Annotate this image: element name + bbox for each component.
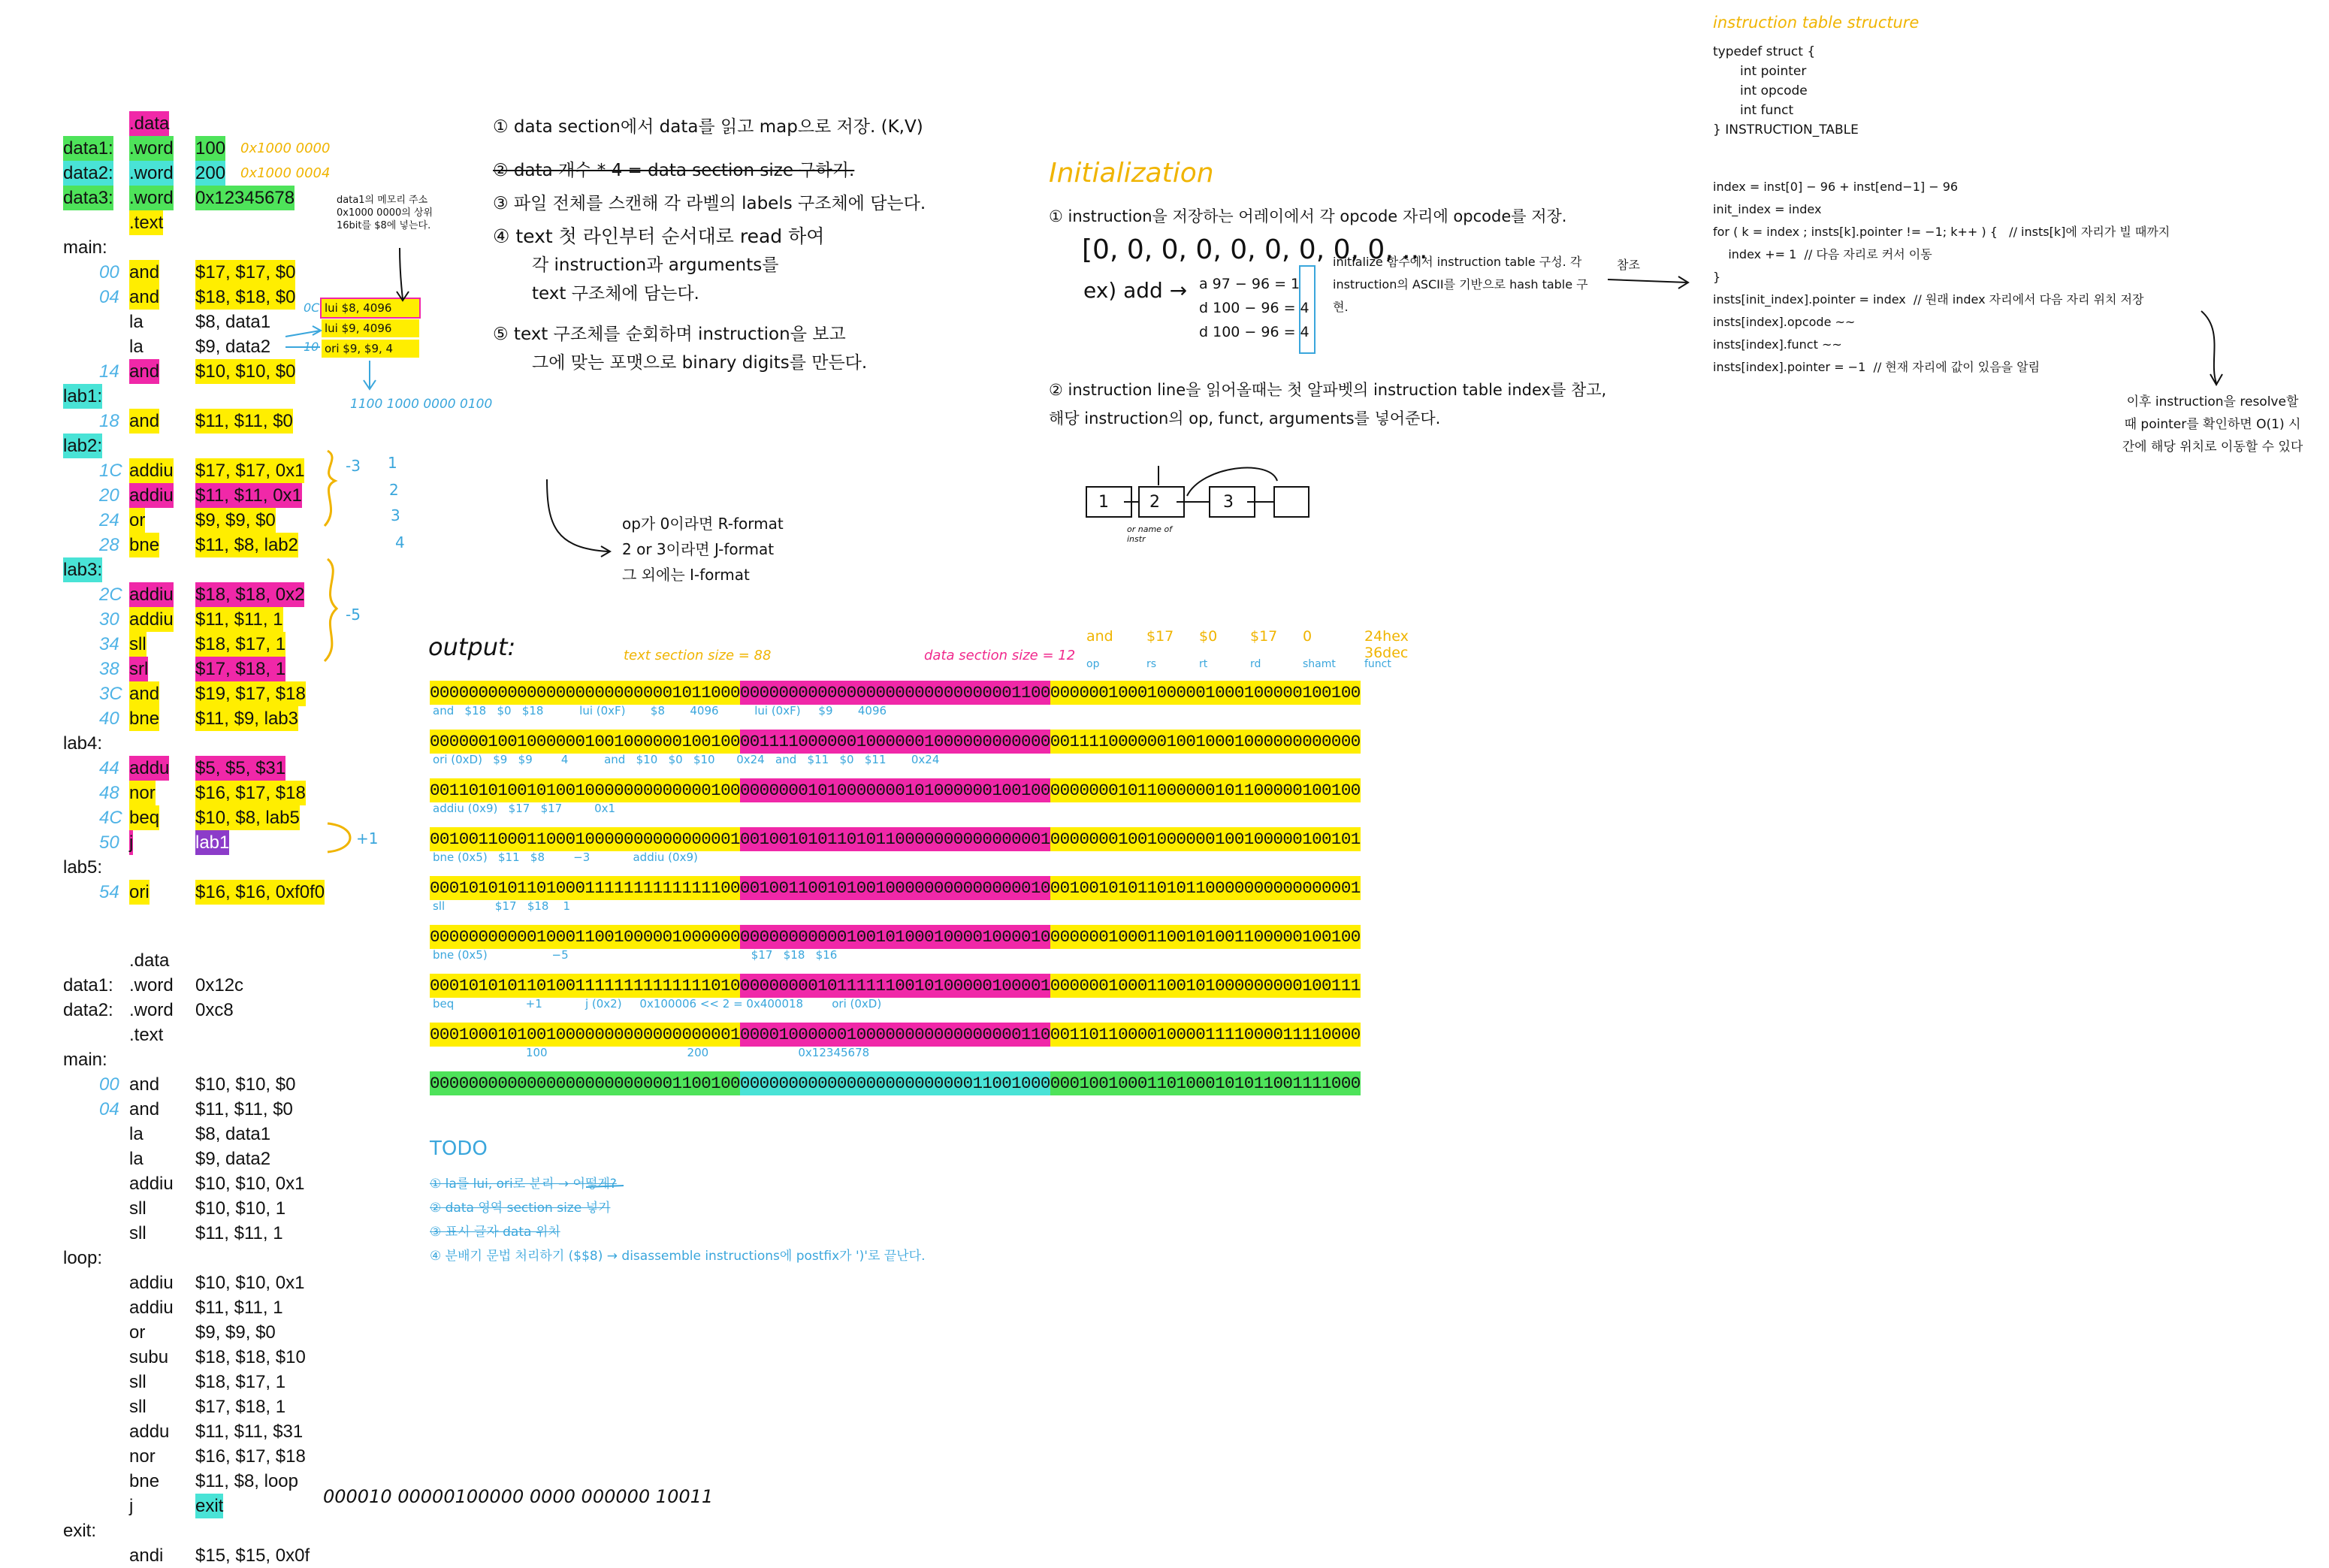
- calc-a: a 97 − 96 = 1: [1199, 276, 1300, 292]
- asm-arguments: $18, $17, 1: [195, 1372, 286, 1392]
- line-number: 24: [99, 510, 119, 530]
- asm-opcode: subu: [129, 1347, 169, 1367]
- asm-arguments: $17, $17, $0: [195, 260, 295, 285]
- asm-arguments: $17, $17, 0x1: [195, 458, 304, 483]
- field-header-cell: 24hex 36dec: [1364, 628, 1409, 661]
- line-number: 14: [99, 361, 119, 382]
- step-3: ③ 파일 전체를 스캔해 각 라벨의 labels 구조체에 담는다.: [493, 194, 926, 213]
- data-address-note: data1의 메모리 주소 0x1000 0000의 상위 16bit를 $8에 넣는다.: [337, 195, 433, 231]
- binary-word: 00111100000010000001000000000000: [740, 730, 1050, 754]
- asm-arguments: $11, $8, loop: [195, 1471, 299, 1491]
- line-number: 34: [99, 634, 119, 654]
- format-r: op가 0이라면 R-format: [622, 515, 784, 533]
- struct-line-4: } INSTRUCTION_TABLE: [1713, 122, 1859, 137]
- node-4: [1274, 487, 1309, 517]
- asm-opcode: and: [129, 409, 159, 434]
- asm-opcode: or: [129, 508, 145, 533]
- asm-opcode: addiu: [129, 607, 174, 632]
- asm-arguments: $10, $10, $0: [195, 359, 295, 384]
- field-header-cell: rt: [1199, 658, 1208, 670]
- asm-opcode: addiu: [129, 1298, 174, 1318]
- init-step-2: ② instruction line을 읽어올때는 첫 알파벳의 instruction table index를 참고, 해당 instruction의 op, funct, arguments를 넣어준다.: [1049, 381, 1607, 427]
- asm-arguments: $16, $17, $18: [195, 1446, 306, 1467]
- step-1: ① data section에서 data를 읽고 map으로 저장. (K,V): [493, 117, 923, 137]
- binary-word: 00000000000000000000000001100100: [430, 1071, 740, 1095]
- init-example: ex) add →: [1083, 278, 1188, 303]
- asm-label: data1:: [63, 975, 113, 995]
- asm-arguments: $8, data1: [195, 312, 271, 332]
- asm-arguments: $17, $18, 1: [195, 1397, 286, 1417]
- struct-line-0: typedef struct {: [1713, 44, 1816, 59]
- asm-opcode: and: [129, 260, 159, 285]
- node-1-label: 1: [1098, 493, 1109, 512]
- field-header-cell: funct: [1364, 658, 1391, 670]
- line-number: 30: [99, 609, 119, 630]
- line-number: 28: [99, 535, 119, 555]
- line-number: 20: [99, 485, 119, 506]
- asm-opcode: j: [129, 1496, 134, 1516]
- line-number: 04: [99, 287, 119, 307]
- asm-opcode: nor: [129, 1446, 156, 1467]
- todo-arrow: [586, 1186, 624, 1187]
- arrow-to-struct: [1608, 279, 1687, 282]
- binary-word: 00000000101111110010100000100001: [740, 974, 1050, 998]
- asm-opcode: and: [129, 285, 159, 310]
- binary-word: 00110110000100001111000011110000: [1050, 1023, 1361, 1047]
- binary-word: 00110101001010010000000000000100: [430, 778, 740, 802]
- binary-row-annotation: beq +1 j (0x2) 0x100006 << 2 = 0x400018 ori (0xD): [433, 997, 882, 1011]
- init-arrow-note: 참조: [1617, 258, 1640, 272]
- asm-opcode: sll: [129, 1223, 147, 1243]
- binary-word: 00000001001000000100100000100101: [1050, 827, 1361, 851]
- asm-arguments: $16, $16, 0xf0f0: [195, 880, 325, 905]
- asm-arguments: $5, $5, $31: [195, 756, 285, 781]
- line-number: 00: [99, 262, 119, 282]
- asm-label: lab1:: [63, 384, 102, 409]
- struct-code-line: insts[index].opcode ~~: [1713, 315, 1856, 329]
- resolve-note: 이후 instruction을 resolve할 때 pointer를 확인하면 O(1) 시간에 해당 위치로 이동할 수 있다: [2122, 394, 2303, 455]
- asm-arguments: $11, $11, $0: [195, 409, 293, 434]
- asm-opcode: la: [129, 312, 143, 332]
- asm-arguments: $11, $11, 1: [195, 1298, 283, 1318]
- asm-opcode: .data: [129, 111, 169, 136]
- struct-code-line: }: [1713, 270, 1721, 284]
- line-number: 44: [99, 758, 119, 778]
- binary-word: 00100110010100100000000000000010: [740, 876, 1050, 900]
- binary-word: 00111100000010010001000000000000: [1050, 730, 1361, 754]
- asm-arguments: $10, $10, 0x1: [195, 1273, 305, 1293]
- binary-word: 00000000000000000000000000001100: [740, 681, 1050, 705]
- asm-arguments: $11, $9, lab3: [195, 706, 298, 731]
- asm-opcode: beq: [129, 805, 159, 830]
- asm-opcode: sll: [129, 1397, 147, 1417]
- calc-d1: d 100 − 96 = 4: [1199, 300, 1309, 316]
- line-number: 00: [99, 1074, 119, 1095]
- asm-opcode: sll: [129, 632, 147, 657]
- init-array-text: [0, 0, 0, 0, 0, 0, 0, 0, 0, ...: [1082, 234, 1428, 265]
- asm-arguments: lab1: [195, 830, 229, 855]
- node-3-label: 3: [1223, 493, 1234, 512]
- asm-arguments: $17, $18, 1: [195, 657, 285, 681]
- struct-line-1: int pointer: [1740, 64, 1807, 79]
- asm-label: exit:: [63, 1521, 97, 1541]
- asm-label: main:: [63, 237, 107, 258]
- asm-opcode: addu: [129, 756, 169, 781]
- field-header-cell: $0: [1199, 628, 1218, 645]
- asm-opcode: srl: [129, 657, 148, 681]
- asm-arguments: $10, $10, $0: [195, 1074, 296, 1095]
- binary-word: 00000001010000000101000000100100: [740, 778, 1050, 802]
- asm-opcode: addu: [129, 1421, 170, 1442]
- asm-opcode: sll: [129, 1198, 147, 1219]
- lui-line: lui $9, 4096: [322, 319, 419, 337]
- binary-row-annotation: bne (0x5) $11 $8 −3 addiu (0x9): [433, 850, 698, 864]
- init-title: Initialization: [1049, 158, 1214, 189]
- field-header-cell: rd: [1250, 658, 1261, 670]
- asm-label: data1:: [63, 136, 113, 161]
- asm-opcode: sll: [129, 1372, 147, 1392]
- field-header-cell: and: [1086, 628, 1113, 645]
- line-number: 1C: [99, 461, 122, 481]
- asm-opcode: addiu: [129, 1273, 174, 1293]
- asm-opcode: .word: [129, 161, 174, 186]
- struct-code-line: init_index = index: [1713, 202, 1822, 216]
- node-2-label: 2: [1149, 493, 1160, 512]
- binary-word: 00000000000100101000100001000010: [740, 925, 1050, 949]
- line-number: 40: [99, 708, 119, 729]
- asm-opcode: .word: [129, 186, 174, 210]
- binary-word: 00010010001101000101011001111000: [1050, 1071, 1361, 1095]
- step-4b: 각 instruction과 arguments를: [532, 255, 779, 275]
- binary-word: 00000010010000001001000000100100: [430, 730, 740, 754]
- asm-arguments: $10, $10, 1: [195, 1198, 286, 1219]
- asm-arguments: 0x12c: [195, 975, 244, 995]
- address-note: 0x1000 0004: [240, 165, 331, 181]
- asm-arguments: $16, $17, $18: [195, 781, 306, 805]
- arrow-formats: [547, 479, 609, 551]
- brace-lab2: [325, 451, 335, 526]
- asm-opcode: bne: [129, 533, 159, 557]
- asm-arguments: $15, $15, 0x0f: [195, 1545, 310, 1566]
- lui-line: ori $9, $9, 4: [322, 340, 419, 358]
- binary-row-annotation: and $18 $0 $18 lui (0xF) $8 4096 lui (0xF) $9 4096: [433, 704, 887, 718]
- asm-arguments: 0xc8: [195, 1000, 234, 1020]
- asm-arguments: $9, data2: [195, 1149, 271, 1169]
- asm-arguments: $9, data2: [195, 337, 271, 357]
- binary-word: 00000010001100101001100000100100: [1050, 925, 1361, 949]
- field-header-cell: shamt: [1303, 658, 1336, 670]
- todo-item-3: ③ 표시 글자 data 위치: [430, 1225, 560, 1240]
- asm-opcode: bne: [129, 706, 159, 731]
- binary-word: 00010001010010000000000000000001: [430, 1023, 740, 1047]
- text-size-note: text section size = 88: [624, 648, 772, 663]
- binary-word: 00001000000100000000000000000110: [740, 1023, 1050, 1047]
- binary-word: 00000010001000001000100000100100: [1050, 681, 1361, 705]
- asm-label: loop:: [63, 1248, 103, 1268]
- asm-opcode: la: [129, 337, 143, 357]
- step-5a: ⑤ text 구조체를 순회하며 instruction을 보고: [493, 325, 846, 344]
- asm-arguments: 100: [195, 136, 225, 161]
- line-number: 48: [99, 783, 119, 803]
- format-i: 그 외에는 I-format: [622, 566, 750, 584]
- asm-arguments: $8, data1: [195, 1124, 271, 1144]
- init-array-box: [1300, 266, 1315, 353]
- step-4a: ④ text 첫 라인부터 순서대로 read 하여: [493, 225, 825, 247]
- asm-label: lab2:: [63, 434, 102, 458]
- binary-word: 00000000000000000000000001011000: [430, 681, 740, 705]
- field-header-cell: $17: [1250, 628, 1278, 645]
- asm-opcode: addiu: [129, 458, 174, 483]
- line-number: 3C: [99, 684, 122, 704]
- binary-row-annotation: ori (0xD) $9 $9 4 and $10 $0 $10 0x24 and $11 $0 $11 0x24: [433, 753, 940, 766]
- struct-code-line: for ( k = index ; insts[k].pointer != −1; k++ ) { // insts[k]에 자리가 빌 때까지: [1713, 225, 2170, 239]
- field-header-cell: 0: [1303, 628, 1313, 645]
- binary-word: 00000010001100101000000000100111: [1050, 974, 1361, 998]
- binary-word: 00000000000100011001000001000000: [430, 925, 740, 949]
- step-2: ② data 개수 * 4 = data section size 구하기.: [493, 161, 855, 180]
- j-binary-note: 000010 00000100000 0000 000000 10011: [323, 1486, 714, 1507]
- asm-opcode: and: [129, 1099, 160, 1119]
- offset-minus5: -5: [346, 606, 361, 624]
- asm-opcode: or: [129, 1322, 146, 1343]
- asm-opcode: .word: [129, 136, 174, 161]
- asm-label: lab4:: [63, 733, 103, 754]
- asm-arguments: 0x12345678: [195, 186, 295, 210]
- field-header-cell: rs: [1146, 658, 1157, 670]
- data-size-note: data section size = 12: [924, 648, 1076, 663]
- asm-label: data3:: [63, 186, 113, 210]
- field-header-cell: op: [1086, 658, 1100, 670]
- asm-opcode: addiu: [129, 483, 174, 508]
- asm-opcode: .data: [129, 950, 170, 971]
- asm-arguments: $9, $9, $0: [195, 508, 276, 533]
- todo-item-1: ① la를 lui, ori로 분리 → 어떻게?: [430, 1177, 617, 1192]
- offset-minus3: -3: [346, 457, 361, 475]
- asm-label: lab3:: [63, 557, 102, 582]
- asm-label: data2:: [63, 1000, 113, 1020]
- asm-arguments: $10, $10, 0x1: [195, 1174, 305, 1194]
- struct-code-line: insts[init_index].pointer = index // 원래 index 자리에서 다음 자리 위치 저장: [1713, 292, 2144, 307]
- asm-opcode: la: [129, 1149, 143, 1169]
- asm-opcode: andi: [129, 1545, 164, 1566]
- asm-arguments: $11, $11, $31: [195, 1421, 304, 1442]
- todo-title: TODO: [430, 1137, 488, 1160]
- asm-opcode: la: [129, 1124, 143, 1144]
- format-j: 2 or 3이라면 J-format: [622, 540, 775, 558]
- init-step-1: ① instruction을 저장하는 어레이에서 각 opcode 자리에 opcode를 저장.: [1049, 207, 1567, 225]
- line-number: 54: [99, 882, 119, 902]
- line-number: 38: [99, 659, 119, 679]
- line-number: 2C: [99, 585, 122, 605]
- asm-opcode: .text: [129, 210, 163, 235]
- todo-item-4: ④ 분배기 문법 처리하기 ($$8) → disassemble instructions에 postfix가 ')'로 끝난다.: [430, 1249, 926, 1264]
- brace-lab5: [328, 823, 350, 852]
- struct-code-line: insts[index].funct ~~: [1713, 337, 1842, 352]
- lui-line: lui $8, 4096: [322, 299, 419, 317]
- asm-opcode: and: [129, 359, 159, 384]
- asm-arguments: $11, $11, 0x1: [195, 483, 302, 508]
- asm-arguments: $19, $17, $18: [195, 681, 306, 706]
- binary-word: 00010101011010011111111111111010: [430, 974, 740, 998]
- asm-arguments: $10, $8, lab5: [195, 805, 300, 830]
- binary-word: 00100101011010110000000000000001: [740, 827, 1050, 851]
- offset-plus1: +1: [356, 829, 379, 847]
- struct-title: instruction table structure: [1713, 14, 1920, 32]
- struct-code-line: index += 1 // 다음 자리로 커서 이동: [1713, 247, 1932, 261]
- struct-line-3: int funct: [1740, 103, 1794, 118]
- arrow-data-note: [400, 248, 403, 299]
- struct-line-2: int opcode: [1740, 83, 1808, 98]
- asm-arguments: $11, $8, lab2: [195, 533, 298, 557]
- binary-row-annotation: sll $17 $18 1: [433, 899, 571, 913]
- asm-arguments: 200: [195, 161, 225, 186]
- asm-arguments: $18, $18, $0: [195, 285, 295, 310]
- asm-arguments: exit: [195, 1494, 223, 1518]
- step-4c: text 구조체에 담는다.: [532, 284, 699, 304]
- struct-code-line: insts[index].pointer = −1 // 현재 자리에 값이 있음을 알림: [1713, 360, 2041, 374]
- binary-word: 00000000000000000000000011001000: [740, 1071, 1050, 1095]
- asm-opcode: and: [129, 681, 159, 706]
- binary-word: 00100110001100010000000000000001: [430, 827, 740, 851]
- step-5b: 그에 맞는 포맷으로 binary digits를 만든다.: [532, 353, 868, 373]
- asm-opcode: addiu: [129, 582, 174, 607]
- offset-2: 2: [389, 481, 399, 499]
- asm-arguments: $11, $11, 1: [195, 607, 283, 632]
- arrow-resolve: [2201, 311, 2216, 383]
- node-note: or name of instr: [1127, 524, 1173, 544]
- lui-lno-10: 10: [304, 340, 319, 354]
- asm-opcode: j: [129, 830, 133, 855]
- asm-opcode: .word: [129, 975, 174, 995]
- binary-word: 00100101011010110000000000000001: [1050, 876, 1361, 900]
- offset-4: 4: [395, 533, 405, 551]
- asm-arguments: $18, $18, $10: [195, 1347, 306, 1367]
- line-number: 4C: [99, 808, 122, 828]
- todo-item-2: ② data 영역 section size 넣기: [430, 1201, 611, 1216]
- asm-arguments: $18, $18, 0x2: [195, 582, 304, 607]
- binary-word: 00010101011010001111111111111100: [430, 876, 740, 900]
- binary-row-annotation: bne (0x5) −5 $17 $18 $16: [433, 948, 838, 962]
- offset-3: 3: [391, 506, 400, 524]
- output-title: output:: [428, 633, 516, 661]
- asm-arguments: $18, $17, 1: [195, 632, 285, 657]
- struct-code-line: index = inst[0] − 96 + inst[end−1] − 96: [1713, 180, 1959, 194]
- line-number: 04: [99, 1099, 119, 1119]
- field-header-cell: $17: [1146, 628, 1174, 645]
- line-number: 50: [99, 832, 119, 853]
- brace-lab3: [325, 559, 337, 661]
- address-note: 0x1000 0000: [240, 140, 331, 156]
- binary-word: 00000001011000000101100000100100: [1050, 778, 1361, 802]
- lui-lno-0c: 0C: [304, 301, 320, 315]
- asm-opcode: and: [129, 1074, 160, 1095]
- binary-row-annotation: 100 200 0x12345678: [433, 1046, 870, 1059]
- line-number: 18: [99, 411, 119, 431]
- asm-opcode: .text: [129, 1025, 164, 1045]
- asm-label: main:: [63, 1050, 107, 1070]
- asm-arguments: $9, $9, $0: [195, 1322, 276, 1343]
- calc-d2: d 100 − 96 = 4: [1199, 324, 1309, 340]
- asm-opcode: ori: [129, 880, 150, 905]
- init-table-note: initialize 함수에서 instruction table 구성. 각 instruction의 ASCII를 기반으로 hash table 구현.: [1333, 255, 1588, 314]
- asm-opcode: .word: [129, 1000, 174, 1020]
- lui-binary-note: 1100 1000 0000 0100: [350, 397, 493, 412]
- asm-opcode: addiu: [129, 1174, 174, 1194]
- asm-arguments: $11, $11, $0: [195, 1099, 293, 1119]
- asm-label: data2:: [63, 161, 113, 186]
- binary-row-annotation: addiu (0x9) $17 $17 0x1: [433, 802, 616, 815]
- asm-opcode: bne: [129, 1471, 160, 1491]
- asm-arguments: $11, $11, 1: [195, 1223, 283, 1243]
- asm-opcode: nor: [129, 781, 156, 805]
- asm-label: lab5:: [63, 857, 103, 878]
- offset-1: 1: [388, 454, 397, 472]
